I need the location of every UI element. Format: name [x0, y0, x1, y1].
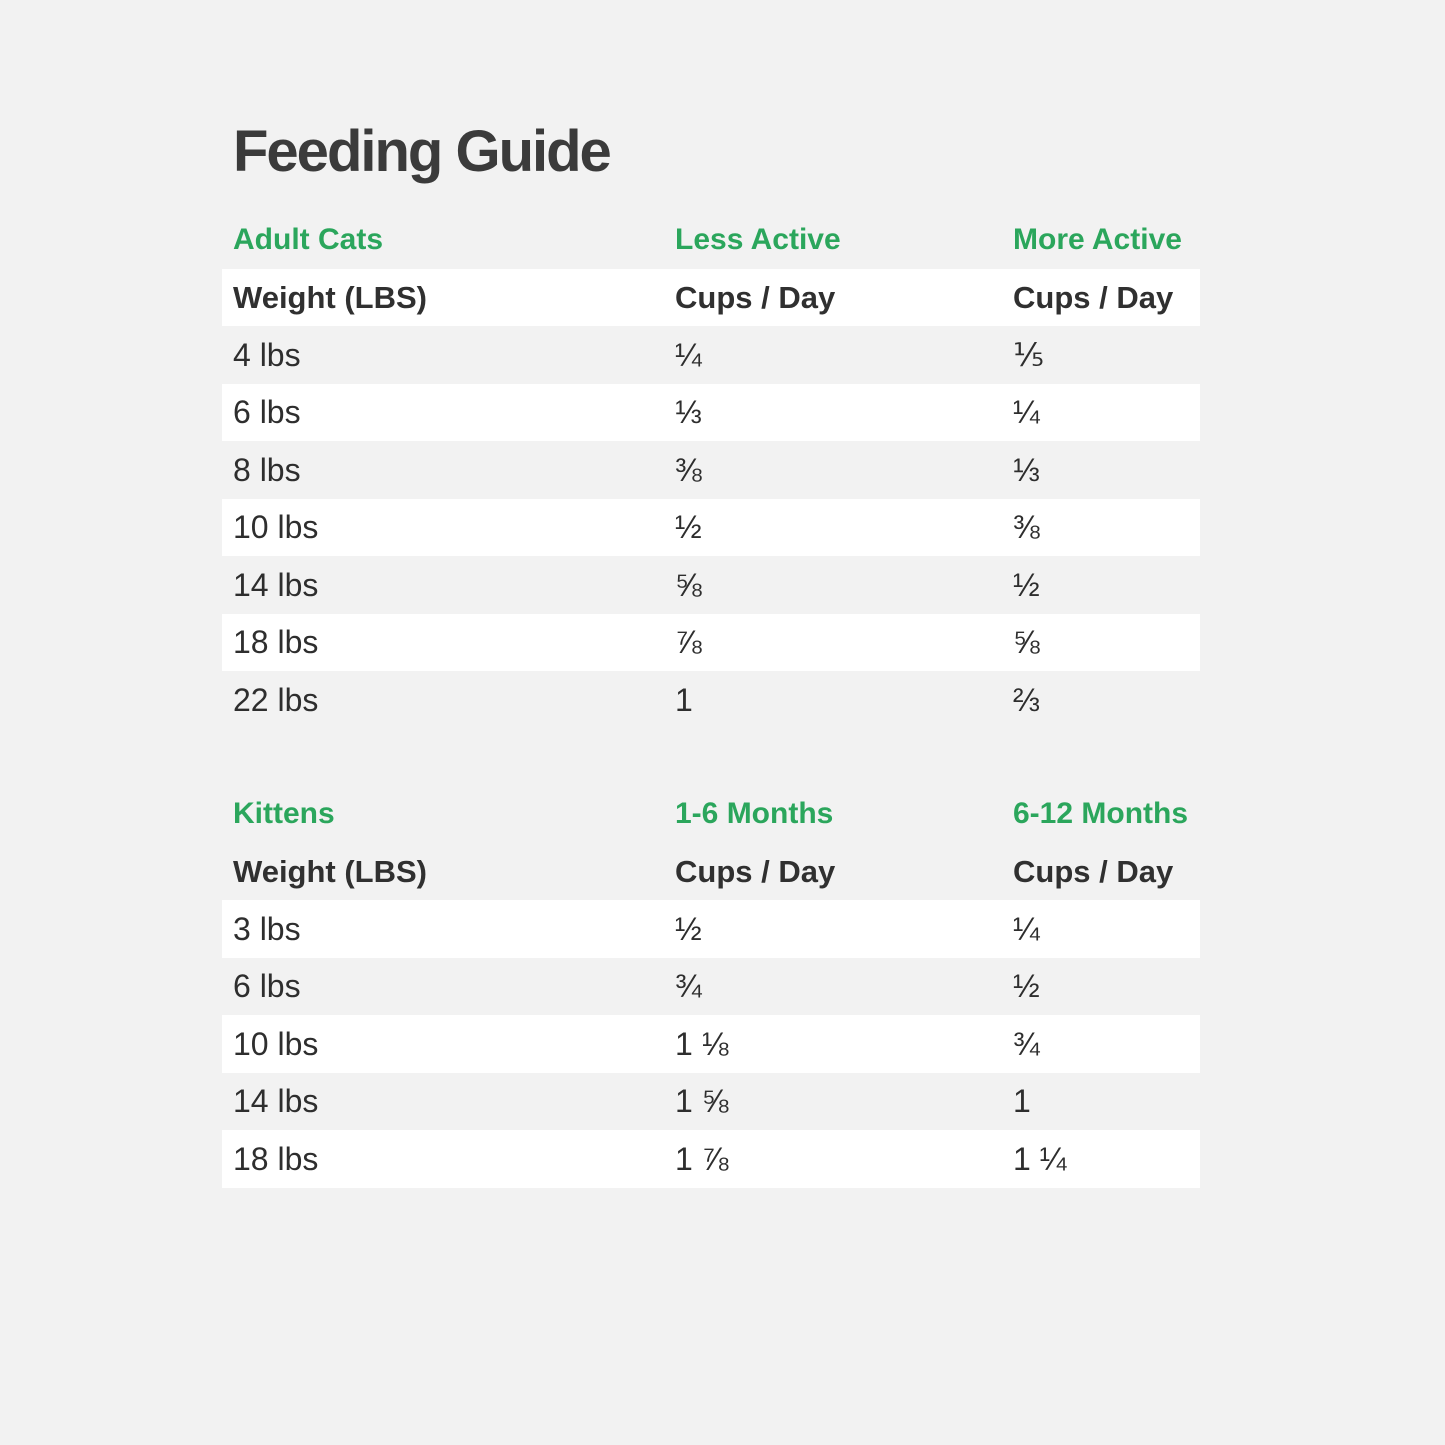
- adult-subheader-row: [222, 269, 1200, 327]
- table-row: [222, 1130, 1200, 1188]
- cell-more-active: ½: [1013, 566, 1040, 603]
- cell-less-active: ¼: [675, 336, 702, 373]
- months-6-12-label: 6-12 Months: [1013, 796, 1189, 830]
- cell-cups-1-6: 1 ⅞: [675, 1140, 729, 1177]
- cell-more-active: ⅕: [1013, 337, 1045, 374]
- cell-weight: 6 lbs: [233, 394, 301, 431]
- cell-less-active: 1: [675, 681, 693, 718]
- table-row: [222, 671, 1200, 729]
- table-row: [222, 556, 1200, 614]
- cell-weight: 18 lbs: [233, 1140, 319, 1177]
- cell-weight: 10 lbs: [233, 1025, 319, 1062]
- cell-less-active: ⅝: [675, 566, 702, 603]
- cell-more-active: ⅓: [1013, 451, 1040, 488]
- cell-more-active: ¼: [1013, 394, 1040, 431]
- subheader-cups-day-more-active: Cups / Day: [1013, 279, 1174, 315]
- table-row: [222, 1015, 1200, 1073]
- subheader-weight: Weight (LBS): [233, 279, 428, 315]
- cell-cups-6-12: ¾: [1013, 1025, 1040, 1062]
- cell-cups-1-6: 1 ⅝: [675, 1083, 729, 1120]
- cell-cups-1-6: 1 ⅛: [675, 1025, 729, 1062]
- adult-cats-table: [222, 269, 1200, 729]
- months-1-6-label: 1-6 Months: [675, 796, 834, 830]
- cell-cups-1-6: ¾: [675, 968, 702, 1005]
- table-row: [222, 384, 1200, 442]
- kittens-table: [222, 843, 1200, 1188]
- table-row: [222, 441, 1200, 499]
- cell-less-active: ⅜: [675, 451, 702, 488]
- cell-less-active: ⅞: [675, 624, 702, 661]
- table-row: [222, 900, 1200, 958]
- cell-weight: 10 lbs: [233, 509, 319, 546]
- cell-weight: 3 lbs: [233, 910, 301, 947]
- cell-cups-6-12: 1: [1013, 1083, 1031, 1120]
- cell-less-active: ½: [675, 509, 702, 546]
- table-row: [222, 958, 1200, 1016]
- cell-more-active: ⅜: [1013, 509, 1040, 546]
- cell-weight: 6 lbs: [233, 968, 301, 1005]
- subheader-cups-day-6-12: Cups / Day: [1013, 853, 1174, 889]
- cell-more-active: ⅝: [1013, 624, 1040, 661]
- cell-cups-1-6: ½: [675, 910, 702, 947]
- adult-cats-label: Adult Cats: [233, 222, 383, 256]
- cell-weight: 14 lbs: [233, 1083, 319, 1120]
- table-row: [222, 326, 1200, 384]
- subheader-weight: Weight (LBS): [233, 853, 428, 889]
- cell-weight: 22 lbs: [233, 681, 319, 718]
- table-row: [222, 1073, 1200, 1131]
- more-active-label: More Active: [1013, 222, 1182, 256]
- kittens-label: Kittens: [233, 796, 335, 830]
- subheader-cups-day-1-6: Cups / Day: [675, 853, 836, 889]
- kitten-section-header-row: [222, 797, 1200, 830]
- cell-weight: 18 lbs: [233, 624, 319, 661]
- cell-weight: 4 lbs: [233, 336, 301, 373]
- kitten-subheader-row: [222, 843, 1200, 901]
- cell-cups-6-12: ¼: [1013, 910, 1040, 947]
- table-row: [222, 499, 1200, 557]
- adult-cats-section: [222, 223, 1200, 729]
- cell-weight: 14 lbs: [233, 566, 319, 603]
- cell-cups-6-12: ½: [1013, 968, 1040, 1005]
- adult-section-header-row: [222, 223, 1200, 256]
- kittens-section: [222, 797, 1200, 1188]
- page-title: Feeding Guide: [233, 119, 610, 184]
- less-active-label: Less Active: [675, 222, 841, 256]
- cell-more-active: ⅔: [1013, 681, 1040, 718]
- table-row: [222, 614, 1200, 672]
- subheader-cups-day-less-active: Cups / Day: [675, 279, 836, 315]
- cell-less-active: ⅓: [675, 394, 702, 431]
- cell-cups-6-12: 1 ¼: [1013, 1140, 1067, 1177]
- cell-weight: 8 lbs: [233, 451, 301, 488]
